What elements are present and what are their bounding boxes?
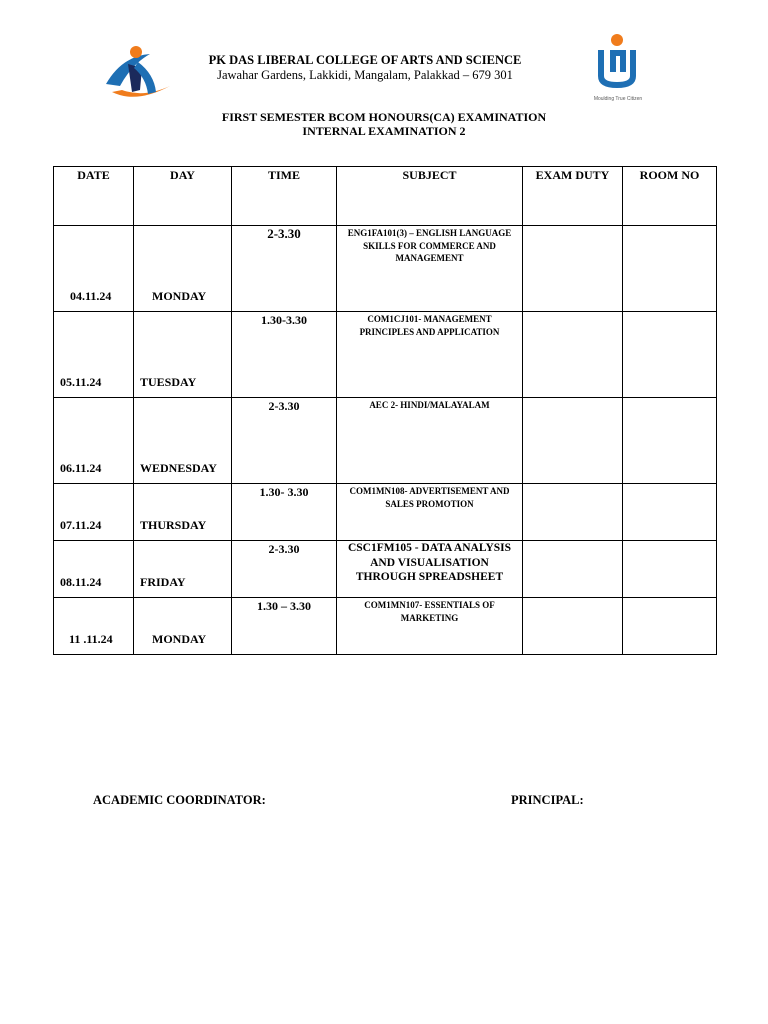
room-no-cell	[623, 484, 717, 541]
exam-subtitle: INTERNAL EXAMINATION 2	[302, 124, 466, 138]
exam-duty-cell	[523, 312, 623, 398]
subject-text: COM1MN107- ESSENTIALS OF MARKETING	[364, 600, 495, 623]
college-header	[170, 53, 560, 83]
subject-text: CSC1FM105 - DATA ANALYSIS AND VISUALISATION THROUGH SPREADSHEET	[347, 542, 512, 583]
day-text: MONDAY	[152, 632, 207, 646]
subject-text: COM1MN108- ADVERTISEMENT AND SALES PROMOTION	[349, 486, 510, 509]
table-row	[54, 226, 717, 312]
header-day: DAY	[134, 167, 232, 226]
time-cell	[232, 226, 337, 312]
table-row	[54, 541, 717, 598]
date-text: 08.11.24	[60, 575, 102, 589]
day-text: THURSDAY	[140, 518, 207, 532]
exam-duty-cell	[523, 226, 623, 312]
header-subject: SUBJECT	[337, 167, 523, 226]
time-cell	[232, 541, 337, 598]
exam-duty-cell	[523, 541, 623, 598]
time-cell	[232, 398, 337, 484]
group-logo-right	[590, 34, 644, 108]
room-no-cell	[623, 312, 717, 398]
time-text: 1.30-3.30	[261, 313, 307, 327]
college-logo-left	[92, 34, 182, 110]
exam-duty-cell	[523, 484, 623, 541]
time-text: 2-3.30	[268, 542, 300, 556]
principal-label: PRINCIPAL:	[511, 793, 584, 807]
subject-text: COM1CJ101- MANAGEMENT PRINCIPLES AND APPLICATION	[359, 314, 500, 337]
exam-title: FIRST SEMESTER BCOM HONOURS(CA) EXAMINATION	[221, 110, 547, 124]
day-cell	[134, 598, 232, 655]
date-cell	[54, 598, 134, 655]
time-text: 1.30 – 3.30	[257, 599, 311, 613]
time-text: 1.30- 3.30	[259, 485, 309, 499]
subject-cell	[337, 312, 523, 398]
table-row	[54, 598, 717, 655]
subject-text: AEC 2- HINDI/MALAYALAM	[369, 400, 490, 410]
table-header-row	[54, 167, 717, 226]
time-cell	[232, 598, 337, 655]
day-cell	[134, 398, 232, 484]
subject-cell	[337, 484, 523, 541]
day-cell	[134, 484, 232, 541]
time-cell	[232, 484, 337, 541]
date-text: 06.11.24	[60, 461, 102, 475]
table-row	[54, 398, 717, 484]
subject-text: ENG1FA101(3) – ENGLISH LANGUAGE SKILLS FOR COMMERCE AND MANAGEMENT	[347, 228, 512, 263]
date-cell	[54, 541, 134, 598]
subject-cell	[337, 541, 523, 598]
group-logo-tagline: Moulding True Citizen	[593, 96, 643, 102]
header-time: TIME	[232, 167, 337, 226]
day-text: WEDNESDAY	[140, 461, 217, 475]
room-no-cell	[623, 541, 717, 598]
date-cell	[54, 398, 134, 484]
room-no-cell	[623, 226, 717, 312]
exam-timetable	[53, 166, 717, 655]
date-text: 04.11.24	[70, 289, 112, 303]
day-text: TUESDAY	[140, 375, 197, 389]
college-address: Jawahar Gardens, Lakkidi, Mangalam, Palakkad – 679 301	[217, 68, 513, 82]
date-cell	[54, 312, 134, 398]
time-text: 2-3.30	[268, 399, 300, 413]
day-text: FRIDAY	[140, 575, 186, 589]
header-exam-duty: EXAM DUTY	[523, 167, 623, 226]
day-cell	[134, 541, 232, 598]
table-row	[54, 312, 717, 398]
header-date: DATE	[54, 167, 134, 226]
date-text: 05.11.24	[60, 375, 102, 389]
date-cell	[54, 226, 134, 312]
subject-cell	[337, 398, 523, 484]
date-text: 07.11.24	[60, 518, 102, 532]
room-no-cell	[623, 398, 717, 484]
subject-cell	[337, 226, 523, 312]
table-row	[54, 484, 717, 541]
day-text: MONDAY	[152, 289, 207, 303]
subject-cell	[337, 598, 523, 655]
header-room-no: ROOM NO	[623, 167, 717, 226]
day-cell	[134, 312, 232, 398]
college-name: PK DAS LIBERAL COLLEGE OF ARTS AND SCIENCE	[208, 53, 522, 67]
time-cell	[232, 312, 337, 398]
room-no-cell	[623, 598, 717, 655]
day-cell	[134, 226, 232, 312]
date-cell	[54, 484, 134, 541]
exam-duty-cell	[523, 598, 623, 655]
date-text: 11 .11.24	[69, 632, 113, 646]
exam-heading	[170, 110, 598, 138]
time-text: 2-3.30	[267, 226, 301, 241]
exam-duty-cell	[523, 398, 623, 484]
academic-coordinator-label: ACADEMIC COORDINATOR:	[93, 793, 266, 807]
